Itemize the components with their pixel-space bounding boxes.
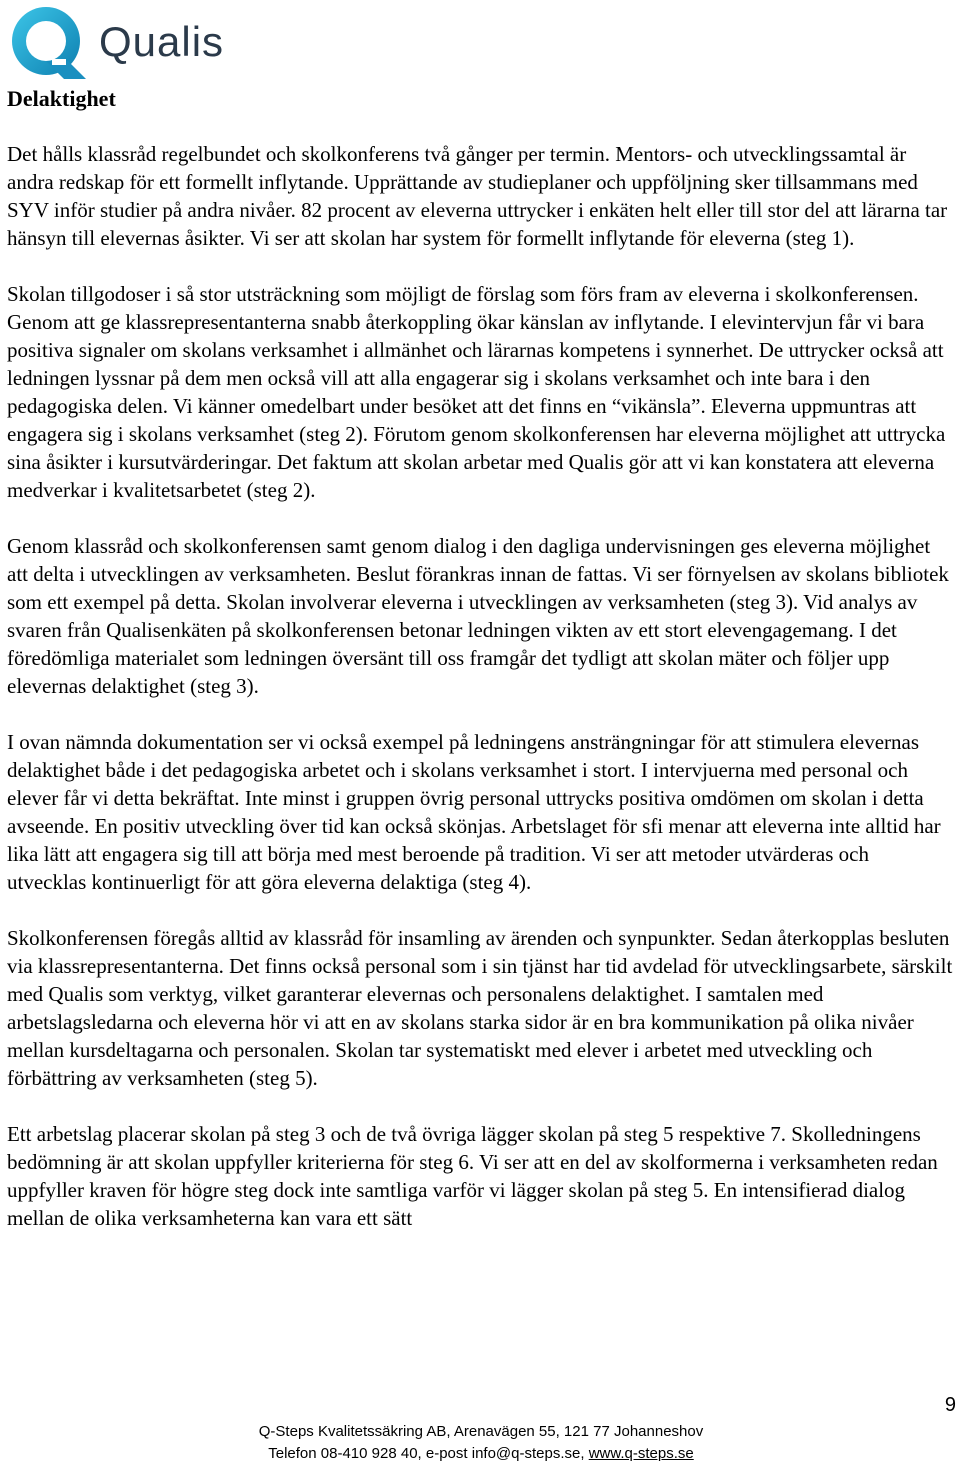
footer-phone-email: Telefon 08-410 928 40, e-post info@q-steps.se, [268,1445,589,1462]
qualis-q-logo-icon [6,3,90,83]
paragraph-2: Skolan tillgodoser i så stor utsträckning som möjligt de förslag som förs fram av eleverna i skolkonferensen. Genom att ge klassrepresentanterna snabb återkoppling ökar känslan av inflytande. I elevintervjun får vi bara positiva signaler om skolans verksamhet i allmänhet och lärarnas kompetens i synnerhet. De uttrycker också att ledningen lyssnar på dem men också vill att alla engagerar sig i skolans verksamhet och inte bara i den pedagogiska delen. Vi känner omedelbart under besöket att det finns en “vikänsla”. Eleverna uppmuntras att engagera sig i skolans verksamhet (steg 2). Förutom genom skolkonferensen har eleverna möjlighet att uttrycka sina åsikter i kursutvärderingar. Det faktum att skolan arbetar med Qualis gör att vi kan konstatera att eleverna medverkar i kvalitetsarbetet (steg 2). [7,282,946,502]
paragraph-3: Genom klassråd och skolkonferensen samt genom dialog i den dagliga undervisningen ges eleverna möjlighet att delta i utvecklingen av verksamheten. Beslut förankras innan de fattas. Vi ser förnyelsen av skolans bibliotek som ett exempel på detta. Skolan involverar eleverna i utvecklingen av verksamheten (steg 3). Vid analys av svaren från Qualisenkäten på skolkonferensen betonar ledningen vikten av ett stort elevengagemang. I det föredömliga materialet som ledningen översänt till oss framgår det tydligt att skolan mäter och följer upp elevernas delaktighet (steg 3). [7,534,949,698]
footer-contact [0,1443,960,1465]
logo-wordmark: Qualis [99,18,225,65]
footer-address: Q-Steps Kvalitetssäkring AB, Arenavägen 55, 121 77 Johanneshov [258,1423,704,1440]
document-body [7,140,953,1260]
footer-website-link[interactable]: www.q-steps.se [588,1445,694,1462]
page-number: 9 [944,1394,956,1416]
page-footer [0,1421,960,1465]
paragraph-4: I ovan nämnda dokumentation ser vi också exempel på ledningens ansträngningar för att stimulera elevernas delaktighet både i det pedagogiska arbetet och i skolans verksamhet i stort. I intervjuerna med personal och elever får vi detta bekräftat. Inte minst i gruppen övrig personal uttrycks positiva omdömen om skolan i detta avseende. En positiv utveckling över tid kan också skönjas. Arbetslaget för sfi menar att eleverna inte alltid har lika lätt att engagera sig till att börja med mest beroende på tradition. Vi ser att metoder utvärderas och utvecklas kontinuerligt för att göra eleverna delaktiga (steg 4). [7,730,941,894]
paragraph-1: Det hålls klassråd regelbundet och skolkonferens två gånger per termin. Mentors- och utvecklingssamtal är andra redskap för ett formellt inflytande. Upprättande av studieplaner och uppföljning sker tillsammans med SYV inför studier på andra nivåer. 82 procent av eleverna uttrycker i enkäten helt eller till stor del att lärarna tar hänsyn till elevernas åsikter. Vi ser att skolan har system för formellt inflytande för eleverna (steg 1). [7,142,948,250]
qualis-logo [6,3,246,83]
section-title: Delaktighet [7,86,116,111]
paragraph-6: Ett arbetslag placerar skolan på steg 3 och de två övriga lägger skolan på steg 5 respektive 7. Skolledningens bedömning är att skolan uppfyller kriterierna för steg 6. Vi ser att en del av skolformerna i verksamheten redan uppfyller kraven för högre steg dock inte samtliga varför vi lägger skolan på steg 5. En intensifierad dialog mellan de olika verksamheterna kan vara ett sätt [7,1122,938,1230]
paragraph-5: Skolkonferensen föregås alltid av klassråd för insamling av ärenden och synpunkter. Sedan återkopplas besluten via klassrepresentanterna. Det finns också personal som i sin tjänst har tid avdelad för utvecklingsarbete, särskilt med Qualis som verktyg, vilket garanterar elevernas och personalens delaktighet. I samtalen med arbetslagsledarna och eleverna hör vi att en av skolans starka sidor är en bra kommunikation på olika nivåer mellan kursdeltagarna och personalen. Skolan tar systematiskt med elever i arbetet med utveckling och förbättring av verksamheten (steg 5). [7,926,953,1090]
